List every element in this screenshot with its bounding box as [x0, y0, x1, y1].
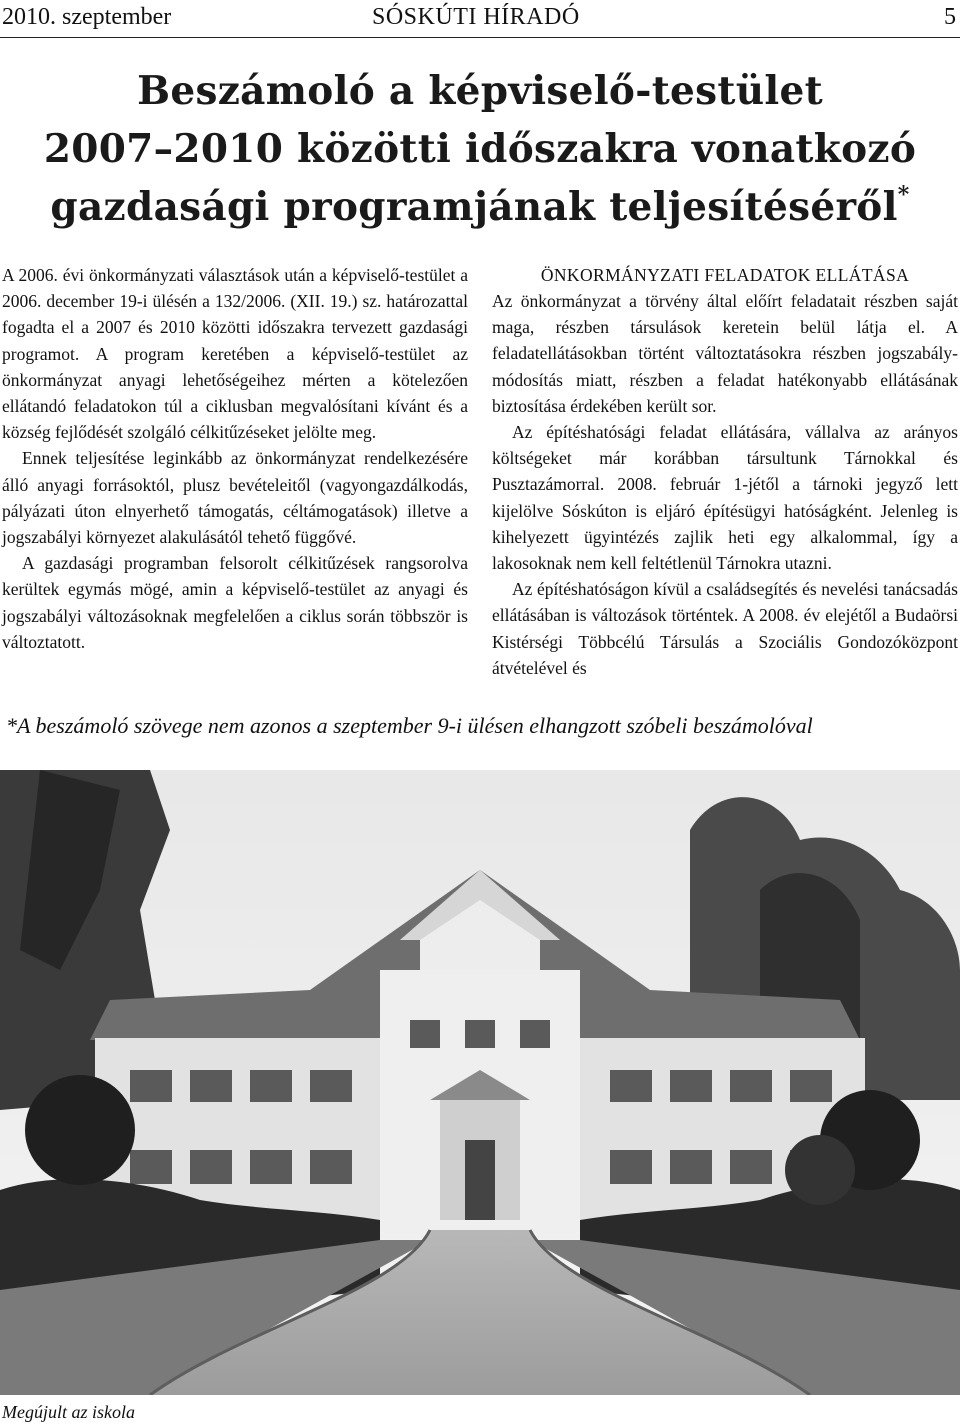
- publication-name: SÓSKÚTI HÍRADÓ: [372, 4, 580, 30]
- title-line-3: [0, 178, 960, 236]
- page-number: 5: [944, 4, 956, 30]
- title-line-2: 2007–2010 közötti időszakra vonatkozó: [43, 126, 917, 172]
- header-divider: [0, 37, 960, 38]
- left-paragraph-1: A 2006. évi önkormányzati választások után a képviselő-testület a 2006. december 19-i ülésén a 132/2006. (XII. 19.) sz. határozattal fogadta el a 2007 és 2010 közötti időszakra tervezett gazdasági programot. A program keretében a képviselő-testület az önkormányzat anyagi lehetőségeihez mérten a kötelezően ellátandó feladatokon túl a ciklusban megvalósítani kívánt és a község fejlődését szolgáló célkitűzéseket jelölte meg.: [2, 265, 468, 443]
- left-paragraph-2: Ennek teljesítése leginkább az önkormányzat rendelkezésére álló anyagi forrásoktól, plusz bevételeitől (vagyongazdálkodás, pályázati úton elnyerhető támogatás, céltámogatások) illetve a jogszabályi környezet alakulásától tehető függővé.: [2, 448, 468, 548]
- photo-caption: Megújult az iskola: [2, 1402, 135, 1422]
- section-heading: ÖNKORMÁNYZATI FELADATOK ELLÁTÁSA: [540, 265, 910, 285]
- page-header: [0, 0, 960, 36]
- title-line-3-text: gazdasági programjának teljesítéséről: [50, 184, 898, 230]
- title-line-1: Beszámoló a képviselő-testület: [137, 68, 823, 114]
- issue-date: 2010. szeptember: [2, 4, 172, 30]
- footnote: *A beszámoló szövege nem azonos a szeptember 9-i ülésen elhangzott szóbeli beszámolóval: [6, 713, 813, 738]
- article-title: [0, 62, 960, 236]
- right-paragraph-1: Az önkormányzat a törvény által előírt feladatait részben saját maga, részben társulások keretein belül látja el. A feladatellátásokban történt változtatásokra részben jogszabály-módosítás miatt, részben a feladat hatékonyabb ellátásának biztosítása érdekében került sor.: [492, 291, 958, 416]
- footnote-marker: *: [897, 182, 910, 208]
- left-paragraph-3: A gazdasági programban felsorolt célkitűzések rangsorolva kerültek egymás mögé, amin a képviselő-testület az anyagi és jogszabályi változásoknak megfelelően a ciklus során többször is változtatott.: [2, 553, 468, 652]
- school-photo: [0, 770, 960, 1395]
- right-paragraph-2: Az építéshatósági feladat ellátására, vállalva az arányos költségeket már korábban társultunk Tárnokkal és Pusztazámorral. 2008. február 1-jétől a tárnoki jegyző lett kijelölve Sóskúton is eljáró építésügyi hatóságként. Jelenleg is kihelyezett ügyintézés zajlik heti egy alkalommal, így a lakosoknak nem kell feltétlenül Tárnokra utazni.: [492, 422, 958, 574]
- right-column: [492, 262, 958, 681]
- left-column: [2, 262, 468, 655]
- right-paragraph-3: Az építéshatóságon kívül a családsegítés és nevelési tanácsadás ellátásában is változások történtek. A 2008. év elejétől a Budaörsi Kistérségi Többcélú Társulás a Szociális Gondozóközpont átvételével és: [492, 579, 958, 678]
